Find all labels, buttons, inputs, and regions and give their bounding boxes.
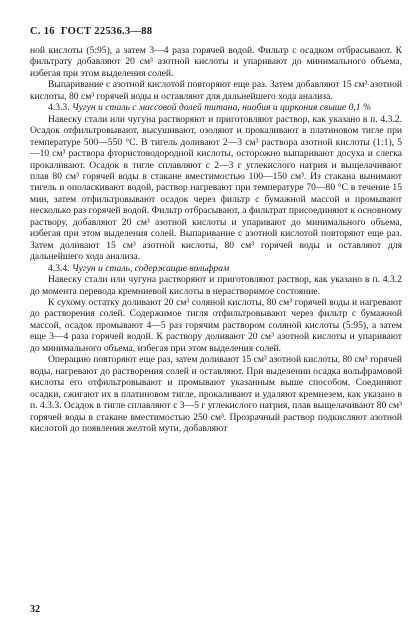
section-heading-4-3-4 <box>30 263 402 274</box>
paragraph: Навеску стали или чугуна растворяют и приготовляют раствор, как указано в п. 4.3.2 до момента перевода кремниевой кислоты в нерастворимое состояние. <box>30 274 402 297</box>
section-title: Чугун и сталь с массовой долей титана, ниобия и циркония свыше 0,1 % <box>72 102 371 114</box>
section-number: 4.3.4. <box>48 262 70 274</box>
paragraph-continuation: ной кислоты (5:95), а затем 3—4 раза горячей водой. Фильтр с осадком отбрасывают. К фильтрату добавляют 20 см³ азотной кислоты и упаривают до минимального объема, избегая при этом выделения солей. <box>30 45 402 79</box>
page-number: 32 <box>30 604 40 615</box>
paragraph: Навеску стали или чугуна растворяют и приготовляют раствор, как указано в п. 4.3.2. Осадок отфильтровывают, высушивают, озоляют и прокаливают в платиновом тигле при температуре 500—550 °С. В тигель доливают 2—3 см³ раствора азотной кислоты (1:1), 5—10 см³ раствора фтористоводородной кислоты, осторожно выпаривают досуха и слегка прокаливают. Осадок в тигле сплавляют с 2—3 г углекислого натрия и выщелачивают плав 80 см³ горячей воды в стакане вместимостью 100—150 см³. Из стакана вынимают тигель и ополаскивают водой, раствор нагревают при температуре 70—80 °С в течение 15 мин, затем отфильтровывают осадок через фильтр с бумажной массой и промывают несколько раз горячей водой. Фильтр отбрасывают, а фильтрат присоединяют к основному раствору, добавляют 20 см³ азотной кислоты и упаривают до минимального объема, избегая при этом выделения солей. Выпаривание с азотной кислотой повторяют еще раз. Затем доливают 15 см³ азотной кислоты, 80 см³ горячей воды и оставляют для дальнейшего хода анализа. <box>30 113 402 263</box>
page-label: С. 16 <box>30 26 55 37</box>
body-text <box>30 45 402 434</box>
section-number: 4.3.3. <box>48 102 70 114</box>
paragraph: К сухому остатку доливают 20 см³ соляной кислоты, 80 см³ горячей воды и нагревают до растворения солей. Содержимое тигля отфильтровывают через фильтр с бумажной массой, осадок промывают 4—5 раз горячим раствором соляной кислоты (5:95), а затем еще 3—4 раза горячей водой. К раствору доливают 20 см³ азотной кислоты и упаривают до минимального объема, избегая при этом выделения солей. <box>30 296 402 354</box>
paragraph: Выпаривание с азотной кислотой повторяют еще раз. Затем добавляют 15 см³ азотной кислоты, 80 см³ горячей воды и оставляют для дальнейшего хода анализа. <box>30 79 402 102</box>
section-title: Чугун и сталь, содержащие вольфрам <box>72 262 230 274</box>
page-header <box>30 26 152 37</box>
standard-number: ГОСТ 22536.3—88 <box>60 26 153 37</box>
section-heading-4-3-3 <box>30 102 402 113</box>
paragraph: Операцию повторяют еще раз, затем доливают 15 см³ азотной кислоты, 80 см³ горячей воды, нагревают до растворения солей и оставляют. При выделении осадка вольфрамовой кислоты его отфильтровывают и промывают указанным выше способом. Соединяют осадки, сжигают их в платиновом тигле, прокаливают и удаляют кремнезем, как указано в п. 4.3.3. Осадок в тигле сплавляют с 3—5 г углекислого натрия, плав выщелачивают 80 см³ горячей воды в стакане вместимостью 250 см³. Прозрачный раствор подкисляют азотной кислотой до появления желтой мути, добавляют <box>30 354 402 434</box>
